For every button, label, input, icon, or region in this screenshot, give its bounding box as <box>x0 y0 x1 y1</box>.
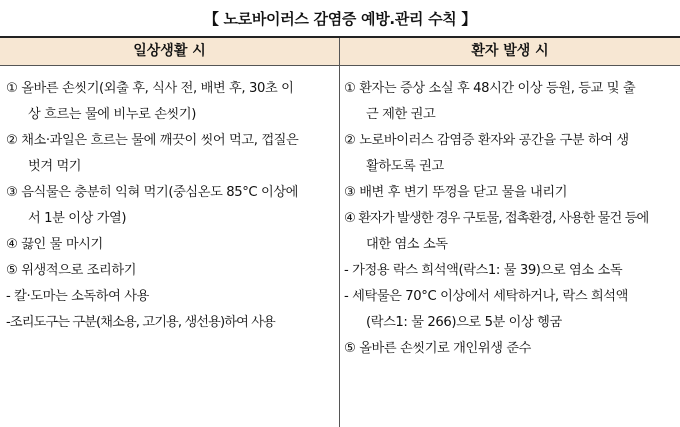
list-item: (락스1: 물 266)으로 5분 이상 헹굼 <box>366 315 562 330</box>
list-item: ② 노로바이러스 감염증 환자와 공간을 구분 하여 생 <box>344 133 629 148</box>
list-item: - 가정용 락스 희석액(락스1: 물 39)으로 염소 소독 <box>344 263 623 278</box>
right-column <box>344 76 676 362</box>
list-item: -조리도구는 구분(채소용, 고기용, 생선용)하여 사용 <box>6 315 275 330</box>
list-item: ④ 환자가 발생한 경우 구토물, 접촉환경, 사용한 물건 등에 <box>344 211 649 226</box>
list-item: ① 환자는 증상 소실 후 48시간 이상 등원, 등교 및 출 <box>344 81 636 96</box>
list-item: - 세탁물은 70°C 이상에서 세탁하거나, 락스 희석액 <box>344 289 628 304</box>
list-item: ⑤ 올바른 손씻기로 개인위생 준수 <box>344 341 531 356</box>
list-item: 근 제한 권고 <box>366 107 436 122</box>
right-column-header: 환자 발생 시 <box>471 43 549 59</box>
list-item: 대한 염소 소독 <box>366 237 448 252</box>
list-item: ③ 배변 후 변기 뚜껑을 닫고 물을 내리기 <box>344 185 568 200</box>
list-item: ② 채소·과일은 흐르는 물에 깨끗이 씻어 먹고, 껍질은 <box>6 133 299 148</box>
page-title: 【 노로바이러스 감염증 예방.관리 수칙 】 <box>203 10 477 28</box>
list-item: ⑤ 위생적으로 조리하기 <box>6 263 137 278</box>
column-divider <box>339 38 340 427</box>
left-column-header: 일상생활 시 <box>133 43 206 59</box>
list-item: 상 흐르는 물에 비누로 손씻기) <box>28 107 196 122</box>
list-item: - 칼·도마는 소독하여 사용 <box>6 289 149 304</box>
list-item: 벗겨 먹기 <box>28 159 82 174</box>
list-item: ④ 끓인 물 마시기 <box>6 237 103 252</box>
list-item: ③ 음식물은 충분히 익혀 먹기(중심온도 85°C 이상에 <box>6 185 299 200</box>
guideline-table <box>0 36 680 425</box>
list-item: 서 1분 이상 가열) <box>28 211 127 226</box>
list-item: ① 올바른 손씻기(외출 후, 식사 전, 배변 후, 30초 이 <box>6 81 294 96</box>
table-header <box>0 38 680 66</box>
left-column <box>6 76 336 336</box>
list-item: 활하도록 권고 <box>366 159 444 174</box>
